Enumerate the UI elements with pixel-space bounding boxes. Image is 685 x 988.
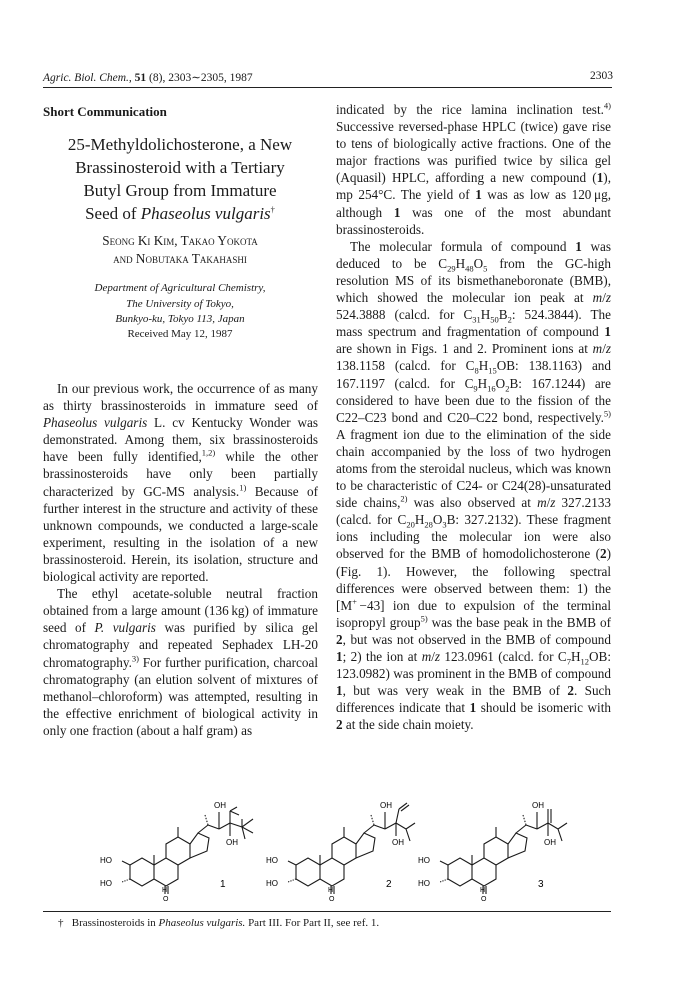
- footnote-rule: [43, 911, 611, 912]
- authors-line: Seong Ki Kim, Takao Yokota: [102, 233, 258, 248]
- structure-1: [100, 801, 253, 902]
- compound-label-3: 3: [538, 879, 544, 890]
- affiliation-line: The University of Tokyo,: [126, 297, 234, 310]
- compound-label-1: 1: [220, 879, 226, 890]
- footnote: [58, 917, 379, 929]
- o-label: O: [481, 896, 487, 902]
- paragraph: In our previous work, the occurrence of as many as thirty brassinosteroids in immature seed of Phaseolus vulgaris L. cv Kentucky Wonder was demonstrated. Among them, six brassinosteroids have been fully identified,$^{1,2)}$ while the other brassinosteroids have only been partially characterized by GC-MS analysis.$^{1)}$ Because of further interest in the structure and activity of these unknown compounds, we conducted a large-scale experiment, resulting in the isolation of a new brassinosteroid. Herein, its isolation, structure and biological activity are reported.: [43, 381, 319, 585]
- oh-label: OH: [544, 838, 556, 847]
- footnote-marker: †: [58, 917, 64, 929]
- affiliation: [43, 281, 317, 328]
- title-dagger: †: [270, 204, 275, 215]
- oh-label: OH: [532, 801, 544, 810]
- ho-label: HO: [418, 879, 430, 888]
- o-label: O: [329, 896, 335, 902]
- oh-label: OH: [226, 838, 238, 847]
- received-date: Received May 12, 1987: [127, 328, 233, 340]
- page-number: 2303: [590, 70, 613, 82]
- title-line: Butyl Group from Immature: [83, 181, 277, 200]
- title-line: Brassinosteroid with a Tertiary: [75, 158, 285, 177]
- body-right-column: [336, 101, 611, 733]
- running-header: [43, 70, 253, 84]
- title-line: 25-Methyldolichosterone, a New: [67, 135, 293, 154]
- title-line-prefix: Seed of: [85, 204, 141, 223]
- affiliation-line: Department of Agricultural Chemistry,: [94, 282, 266, 294]
- footnote-text-prefix: Brassinosteroids in: [71, 917, 159, 929]
- paragraph: The ethyl acetate-soluble neutral fraction obtained from a large amount (136 kg) of immature seed of P. vulgaris was purified by silica gel chromatography and repeated Sephadex LH-20 chromatography.$^{3)}$ For further purification, charcoal chromatography (an elution solvent of mixtures of methanol–chloroform) was attempted, resulting in the effective enrichment of biological activity in only one fraction (about a half gram) as: [43, 586, 318, 738]
- title-line: [43, 202, 317, 225]
- article-title: [43, 133, 317, 225]
- structure-3: [418, 801, 567, 902]
- paragraph: indicated by the rice lamina inclination test.$^{4)}$ Successive reversed-phase HPLC (twice) gave rise to tens of biologically active fractions. One of the major fractions was purified twice by silica gel (Aquasil) HPLC, affording a new compound (1), mp 254°C. The yield of 1 was as low as 120 μg, although 1 was one of the most abundant brassinosteroids.: [336, 100, 611, 237]
- oh-label: OH: [380, 801, 392, 810]
- h-label: H: [328, 887, 334, 894]
- h-label: H: [480, 887, 486, 894]
- structure-2: [266, 801, 415, 902]
- paragraph: The molecular formula of compound 1 was deduced to be $C_{29}H_{48}O_5$ from the GC-high resolution MS of its bismethaneboronate (BMB), which showed the molecular ion peak at m/z 524.3888 (calcd. for $C_{31}H_{50}B_2$: 524.3844). The mass spectrum and fragmentation of compound 1 are shown in Figs. 1 and 2. Prominent ions at m/z 138.1158 (calcd. for $C_8H_{15}OB$: 138.1163) and 167.1197 (calcd. for $C_9H_{16}O_2B$: 167.1244) are considered to have been due to the fission of the C22–C23 bond and C20–C22 bond, respectively.$^{5)}$ A fragment ion due to the elimination of the side chain accompanied by the loss of two hydrogen atoms from the steroidal nucleus, which was known to be characteristic of C24- or C24(28)-unsaturated side chains,$^{2)}$ was also observed at m/z 327.2133 (calcd. for $C_{20}H_{28}O_3B$: 327.2132). These fragment ions including the molecular ion were also observed for the BMB of homodolichosterone (2) (Fig. 1). However, the following spectral differences were observed between them: 1) the [M+ −43] ion due to expulsion of the terminal isopropyl group$^{5)}$ was the base peak in the BMB of 2, but was not observed in the BMB of compound 1; 2) the ion at m/z 123.0961 (calcd. for $C_7H_{12}OB$: 123.0982) was prominent in the BMB of compound 1, but was very weak in the BMB of 2. Such differences indicate that 1 should be isomeric with 2 at the side chain moiety.: [336, 238, 612, 733]
- issue-pages: (8), 2303∼2305, 1987: [149, 72, 253, 84]
- oh-label: OH: [214, 801, 226, 810]
- compound-label-2: 2: [386, 879, 392, 890]
- title-species: Phaseolus vulgaris: [140, 204, 271, 223]
- ho-label: HO: [418, 856, 430, 865]
- ho-label: HO: [266, 879, 278, 888]
- oh-label: OH: [392, 838, 404, 847]
- ho-label: HO: [266, 856, 278, 865]
- ho-label: HO: [100, 879, 112, 888]
- o-label: O: [163, 896, 169, 902]
- footnote-text-suffix: Part III. For Part II, see ref. 1.: [245, 917, 380, 929]
- h-label: H: [162, 887, 168, 894]
- section-label: Short Communication: [43, 104, 167, 119]
- ho-label: HO: [100, 856, 112, 865]
- body-left-column: [43, 380, 318, 739]
- volume: 51: [134, 72, 147, 84]
- journal-name: Agric. Biol. Chem.,: [43, 72, 132, 84]
- structures-figure: [100, 797, 590, 902]
- header-rule: [43, 87, 612, 88]
- authors-line: and Nobutaka Takahashi: [113, 250, 247, 266]
- affiliation-line: Bunkyo-ku, Tokyo 113, Japan: [115, 313, 245, 325]
- authors: [43, 232, 317, 267]
- footnote-species: Phaseolus vulgaris.: [158, 917, 246, 929]
